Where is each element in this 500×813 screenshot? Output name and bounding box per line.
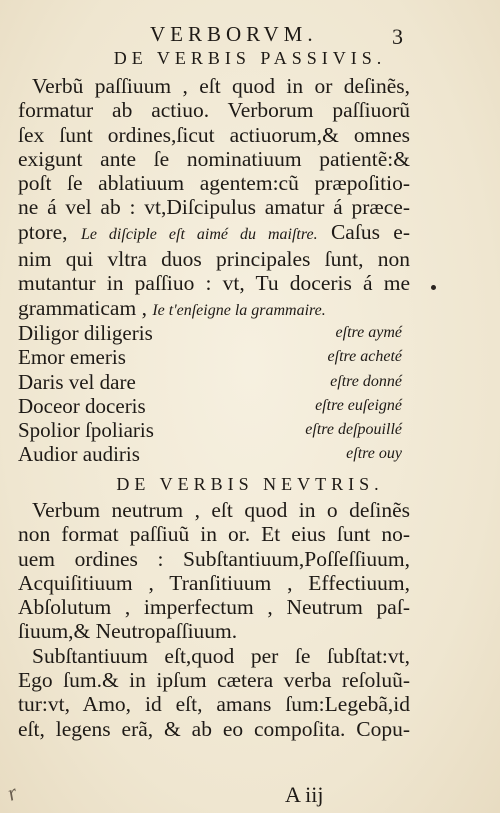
latin-verb: Doceor doceris: [18, 393, 146, 418]
conjugation-row: [18, 370, 402, 394]
conjugation-row: [18, 418, 402, 442]
conjugation-row: [18, 321, 402, 345]
latin-verb: Emor emeris: [18, 345, 126, 370]
text-line: tur:vt, Amo, id eſt, amans ſum:Legebã,id: [18, 692, 410, 717]
latin-text: Caſus e-: [330, 219, 411, 244]
text-line: exigunt ante ſe nominatiuum patientẽ:&: [18, 146, 410, 171]
text-line: poſt ſe ablatiuum agentem:cũ præpoſitio-: [18, 171, 410, 196]
latin-verb: Audior audiris: [18, 442, 140, 467]
text-line: ſex ſunt ordines,ſicut actiuorum,& omnes: [18, 122, 410, 147]
french-gloss: eſtre donné: [330, 372, 402, 390]
signature-mark: A iij: [285, 782, 324, 807]
text-line: Ego ſum.& in ipſum cætera verba reſoluũ-: [18, 668, 410, 693]
text-line: mutantur in paſſiuo : vt, Tu doceris á me: [18, 271, 410, 296]
conjugation-list: [18, 321, 402, 467]
french-gloss: eſtre ouy: [346, 445, 402, 463]
text-line: Verbum neutrum , eſt quod in o deſinẽs: [32, 498, 410, 522]
text-line: Verbũ paſſiuum , eſt quod in or deſinẽs,: [32, 74, 410, 98]
conjugation-row: [18, 442, 402, 466]
french-translation: Ie t'enſeigne la grammaire.: [152, 301, 326, 319]
text-line: Abſolutum , imperfectum , Neutrum paſ-: [18, 595, 410, 620]
latin-verb: Diligor diligeris: [18, 321, 153, 345]
french-gloss: eſtre deſpouillé: [305, 421, 402, 439]
passive-paragraph: [18, 74, 410, 323]
section-heading-neuter: DE VERBIS NEVTRIS.: [116, 474, 384, 494]
latin-text: grammaticam ,: [18, 295, 147, 320]
margin-ink-mark: r: [3, 779, 21, 806]
text-line: eſt, legens erã, & ab eo compoſita. Copu-: [18, 716, 410, 741]
conjugation-row: [18, 394, 402, 418]
text-line: nim qui vltra duos principales ſunt, non: [18, 247, 410, 272]
neuter-paragraph: [18, 498, 410, 741]
latin-text: ptore,: [18, 219, 68, 244]
french-translation: Le diſciple eſt aimé du maiſtre.: [80, 225, 318, 243]
text-line: Acquiſitiuum , Tranſitiuum , Effectiuum,: [18, 570, 410, 595]
section-heading-passive: DE VERBIS PASSIVIS.: [113, 48, 387, 68]
french-gloss: eſtre acheté: [327, 348, 402, 366]
latin-verb: Spolior ſpoliaris: [18, 418, 154, 443]
conjugation-row: [18, 345, 402, 369]
french-gloss: eſtre euſeigné: [315, 396, 402, 414]
french-gloss: eſtre aymé: [335, 324, 402, 341]
text-line: Subſtantiuum eſt,quod per ſe ſubſtat:vt,: [32, 643, 410, 668]
text-line: ſiuum,& Neutropaſſiuum.: [18, 619, 238, 644]
latin-verb: Daris vel dare: [18, 369, 136, 394]
text-line: formatur ab actiuo. Verborum paſſiuorũ: [18, 98, 410, 123]
margin-dot: [431, 285, 436, 290]
running-title: VERBORVM.: [150, 22, 318, 46]
page-number: 3: [392, 24, 403, 49]
text-line-mixed: [18, 220, 410, 247]
text-line: non format paſſiuũ in or. Et eius ſunt no-: [18, 522, 410, 547]
text-line: ne á vel ab : vt,Diſcipulus amatur á præce-: [18, 195, 410, 220]
text-line: uem ordines : Subſtantiuum,Poſſeſſiuum,: [18, 546, 410, 571]
text-line-mixed: [18, 296, 410, 323]
